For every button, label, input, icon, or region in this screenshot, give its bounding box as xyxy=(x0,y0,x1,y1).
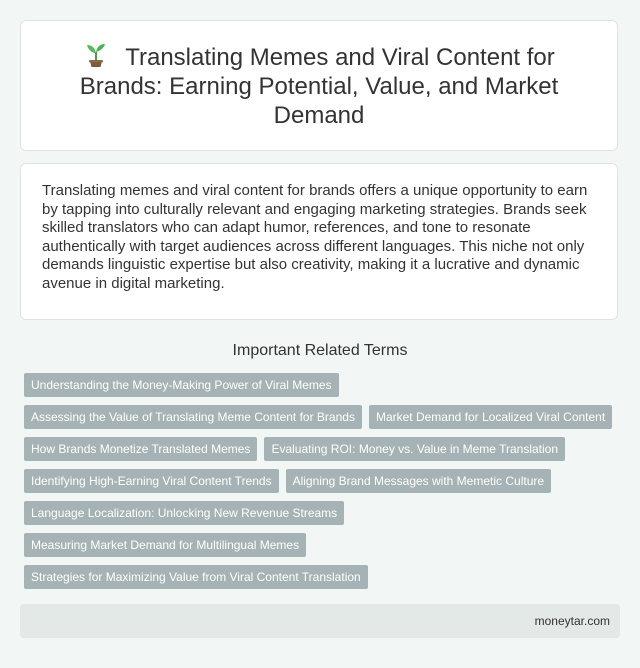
intro-paragraph: Translating memes and viral content for brands offers a unique opportunity to earn by tapping into culturally relevant and engaging marketing strategies. Brands seek skilled translators who can adapt humor, references, and tone to resonate authentically with target audiences across different languages. This niche not only demands linguistic expertise but also creativity, making it a lucrative and dynamic avenue in digital marketing. xyxy=(42,182,588,292)
related-term-tag[interactable]: Understanding the Money-Making Power of Viral Memes xyxy=(24,373,339,397)
sprout-icon xyxy=(83,42,109,68)
tag-row xyxy=(24,373,624,397)
related-term-tag[interactable]: Assessing the Value of Translating Meme Content for Brands xyxy=(24,405,362,429)
related-term-tag[interactable]: Identifying High-Earning Viral Content Trends xyxy=(24,469,279,493)
tag-row xyxy=(24,533,624,557)
related-term-tag[interactable]: How Brands Monetize Translated Memes xyxy=(24,437,257,461)
related-term-tag[interactable]: Market Demand for Localized Viral Content xyxy=(369,405,612,429)
tag-row xyxy=(24,437,624,461)
tag-row xyxy=(24,405,624,429)
related-term-tag[interactable]: Language Localization: Unlocking New Revenue Streams xyxy=(24,501,344,525)
page-title xyxy=(61,42,577,130)
page-title-text: Translating Memes and Viral Content for Brands: Earning Potential, Value, and Market Demand xyxy=(79,43,559,129)
footer-site-link[interactable]: moneytar.com xyxy=(534,614,610,628)
related-term-tag[interactable]: Evaluating ROI: Money vs. Value in Meme Translation xyxy=(264,437,565,461)
tag-row xyxy=(24,565,624,589)
related-terms-list xyxy=(24,373,624,597)
related-terms-heading: Important Related Terms xyxy=(232,342,408,359)
tag-row xyxy=(24,501,624,525)
related-term-tag[interactable]: Strategies for Maximizing Value from Viral Content Translation xyxy=(24,565,368,589)
related-term-tag[interactable]: Aligning Brand Messages with Memetic Culture xyxy=(286,469,551,493)
footer xyxy=(20,604,620,638)
title-card xyxy=(20,20,618,151)
intro-card xyxy=(20,163,618,320)
tag-row xyxy=(24,469,624,493)
related-term-tag[interactable]: Measuring Market Demand for Multilingual Memes xyxy=(24,533,306,557)
